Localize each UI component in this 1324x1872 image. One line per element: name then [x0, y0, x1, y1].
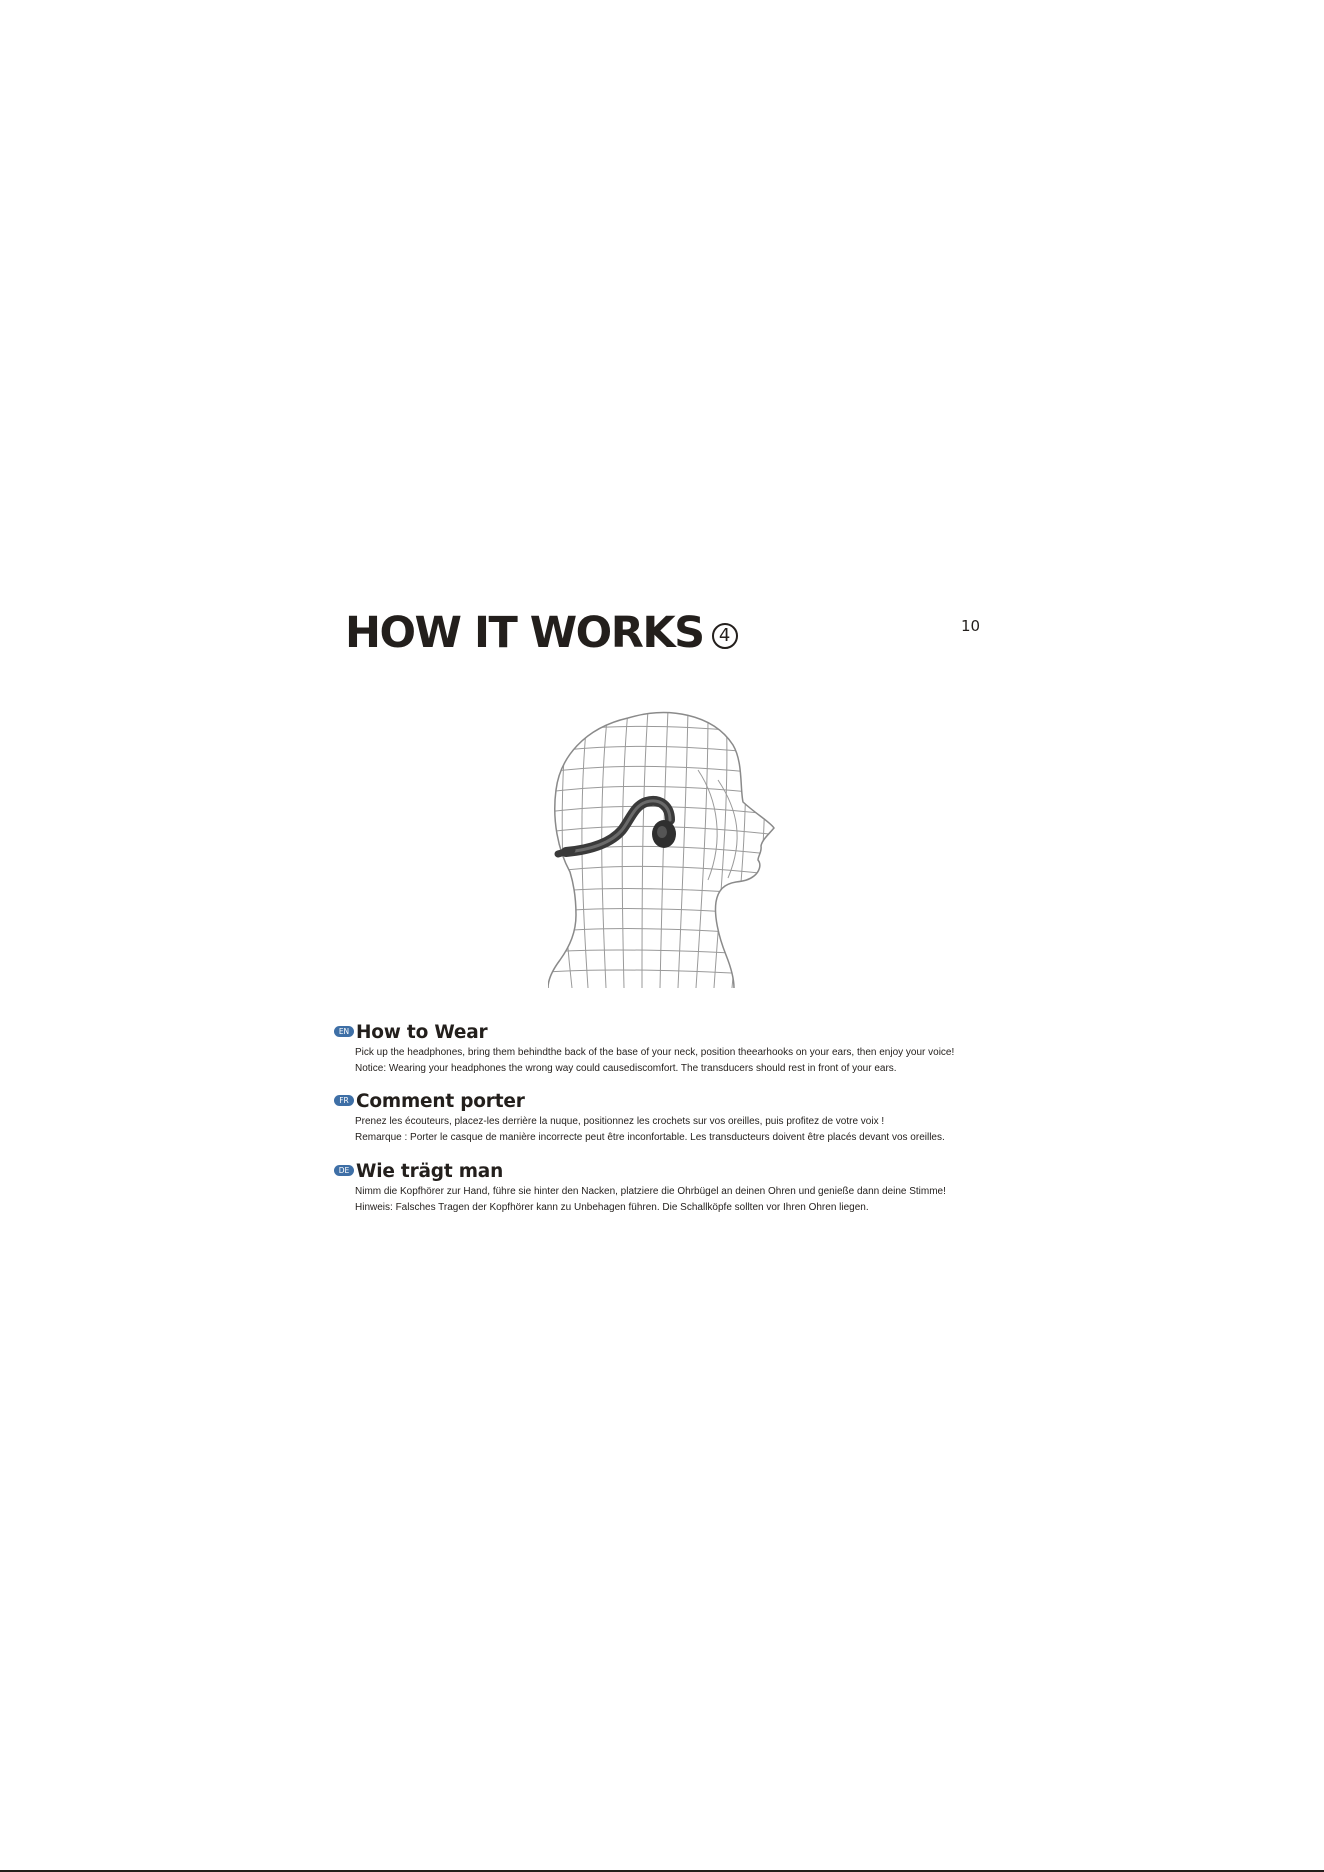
section-title-fr: Comment porter — [356, 1090, 525, 1112]
instruction-fr: Prenez les écouteurs, placez-les derrière la nuque, positionnez les crochets sur vos oreilles, puis profitez de votre voix ! — [355, 1116, 885, 1127]
instruction-en: Pick up the headphones, bring them behindthe back of the base of your neck, position theearhooks on your ears, then enjoy your voice! — [355, 1047, 955, 1058]
section-fr — [334, 1089, 994, 1145]
instruction-de: Nimm die Kopfhörer zur Hand, führe sie hinter den Nacken, platziere die Ohrbügel an deinen Ohren und genieße dann deine Stimme! — [355, 1186, 946, 1197]
page-title-text: HOW IT WORKS — [345, 608, 704, 658]
page-number: 10 — [961, 617, 981, 635]
section-title-de: Wie trägt man — [356, 1160, 504, 1182]
page-title — [345, 608, 738, 658]
head-with-headphones-illustration — [548, 710, 786, 988]
notice-en: Notice: Wearing your headphones the wrong way could causediscomfort. The transducers should rest in front of your ears. — [355, 1062, 897, 1074]
step-number-badge: 4 — [712, 623, 738, 649]
lang-badge-en: EN — [334, 1026, 354, 1037]
section-de — [334, 1159, 994, 1215]
lang-badge-de: DE — [334, 1165, 354, 1176]
section-en — [334, 1020, 994, 1076]
notice-de: Hinweis: Falsches Tragen der Kopfhörer kann zu Unbehagen führen. Die Schallköpfe sollten vor Ihren Ohren liegen. — [355, 1201, 869, 1213]
lang-badge-fr: FR — [334, 1095, 354, 1106]
notice-fr: Remarque : Porter le casque de manière incorrecte peut être inconfortable. Les transducteurs doivent être placés devant vos oreilles. — [355, 1131, 945, 1143]
section-title-en: How to Wear — [356, 1021, 488, 1043]
